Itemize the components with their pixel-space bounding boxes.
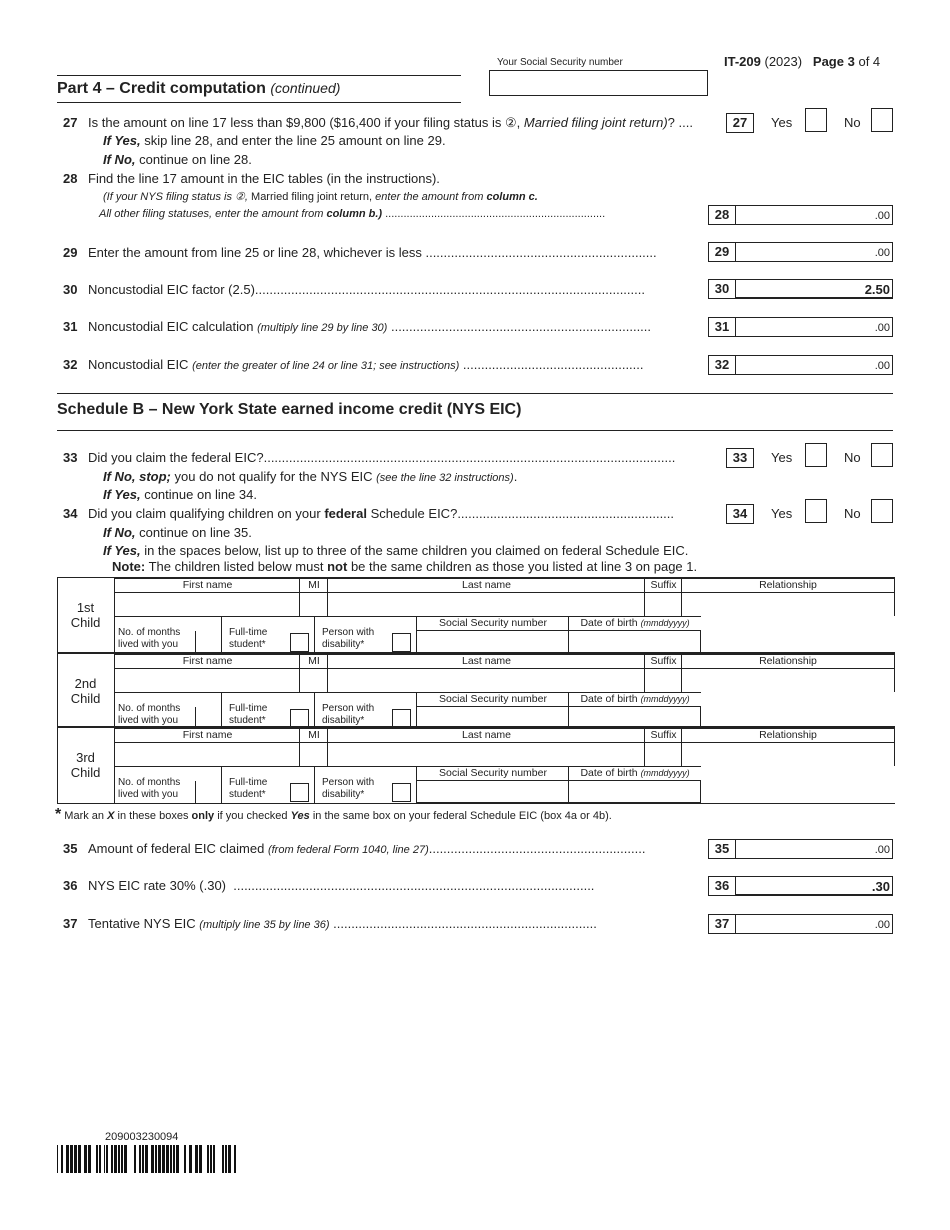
- line-34-yes-checkbox[interactable]: [805, 499, 827, 523]
- line-number: 29: [63, 245, 78, 260]
- child-label: [58, 676, 113, 706]
- child-label: [58, 750, 113, 780]
- line-27-yes-checkbox[interactable]: [805, 108, 827, 132]
- form-title: IT-209 (2023) Page 3 of 4: [724, 54, 881, 69]
- line-27-no-checkbox[interactable]: [871, 108, 893, 132]
- line-36-box-number: 36: [708, 876, 736, 896]
- line-35-box-number: 35: [708, 839, 736, 859]
- barcode-bar: [70, 1145, 73, 1173]
- yes-label: Yes: [771, 115, 793, 130]
- months-field[interactable]: [114, 692, 222, 729]
- barcode-bar: [213, 1145, 215, 1173]
- line-34-box-number: 34: [726, 504, 754, 524]
- line-29-text: Enter the amount from line 25 or line 28, whichever is less ................................................................: [88, 245, 657, 260]
- line-36-amount: .30: [735, 876, 893, 896]
- barcode-bar: [106, 1145, 108, 1173]
- last-name-input[interactable]: [327, 742, 645, 766]
- mi-header: MI: [299, 654, 328, 668]
- line-37-text: Tentative NYS EIC (multiply line 35 by line 36) .........................................................................: [88, 916, 597, 931]
- barcode-bar: [61, 1145, 63, 1173]
- last-name-header: Last name: [327, 728, 645, 742]
- footnote: * Mark an X in these boxes only if you checked Yes in the same box on your federal Schedule EIC (box 4a or 4b).: [55, 806, 612, 823]
- disability-label: Person with disability*: [322, 703, 375, 726]
- line-35-text: Amount of federal EIC claimed (from federal Form 1040, line 27)............................................................: [88, 841, 646, 856]
- ssn-input[interactable]: [489, 70, 708, 96]
- last-name-input[interactable]: [327, 668, 645, 692]
- last-name-header: Last name: [327, 654, 645, 668]
- line-33-yes-checkbox[interactable]: [805, 443, 827, 467]
- line-number: 27: [63, 115, 78, 130]
- line-28-sub2: All other filing statuses, enter the amount from column b.) ........................................................................: [99, 208, 606, 220]
- barcode-bar: [118, 1145, 120, 1173]
- line-28-amount[interactable]: .00: [735, 205, 893, 225]
- child-word: Child: [70, 765, 101, 780]
- line-33-no-checkbox[interactable]: [871, 443, 893, 467]
- dob-header: Date of birth (mmddyyyy): [568, 766, 701, 780]
- disability-checkbox[interactable]: [392, 783, 411, 802]
- line-31-text: Noncustodial EIC calculation (multiply line 29 by line 30) ........................................................................: [88, 319, 652, 334]
- line-34-text: Did you claim qualifying children on your federal Schedule EIC?............................................................: [88, 506, 675, 521]
- line-34-instruction-yes: If Yes, in the spaces below, list up to three of the same children you claimed on federal Schedule EIC.: [103, 543, 689, 558]
- ssn-header: Social Security number: [416, 766, 569, 780]
- line-27-instruction-yes: If Yes, skip line 28, and enter the line 25 amount on line 29.: [103, 133, 446, 148]
- barcode-bar: [99, 1145, 101, 1173]
- divider: [57, 102, 461, 103]
- barcode-bar: [173, 1145, 175, 1173]
- line-32-amount[interactable]: .00: [735, 355, 893, 375]
- barcode-bar: [195, 1145, 198, 1173]
- barcode-bar: [210, 1145, 212, 1173]
- barcode-bar: [142, 1145, 144, 1173]
- line-36-text: NYS EIC rate 30% (.30) ....................................................................................................: [88, 878, 595, 893]
- barcode-bar: [234, 1145, 236, 1173]
- mi-input[interactable]: [299, 742, 328, 766]
- line-33-instruction-no: If No, stop; you do not qualify for the NYS EIC (see the line 32 instructions).: [103, 469, 518, 484]
- line-32-box-number: 32: [708, 355, 736, 375]
- suffix-header: Suffix: [644, 654, 682, 668]
- barcode-bar: [228, 1145, 231, 1173]
- line-27-box-number: 27: [726, 113, 754, 133]
- divider: [57, 75, 461, 76]
- full-time-label: Full-time student*: [229, 777, 268, 800]
- line-29-amount[interactable]: .00: [735, 242, 893, 262]
- line-34-no-checkbox[interactable]: [871, 499, 893, 523]
- first-name-header: First name: [114, 728, 300, 742]
- barcode-bar: [84, 1145, 87, 1173]
- line-30-box-number: 30: [708, 279, 736, 299]
- mi-header: MI: [299, 728, 328, 742]
- line-31-amount[interactable]: .00: [735, 317, 893, 337]
- mi-header: MI: [299, 578, 328, 592]
- barcode-bar: [66, 1145, 69, 1173]
- line-27-instruction-no: If No, continue on line 28.: [103, 152, 252, 167]
- barcode-bar: [199, 1145, 202, 1173]
- barcode-bar: [170, 1145, 172, 1173]
- barcode-number: 209003230094: [105, 1131, 179, 1143]
- yes-label: Yes: [771, 506, 793, 521]
- ssn-input[interactable]: [416, 630, 569, 653]
- child-block: [57, 652, 895, 729]
- child-ordinal: 2nd: [74, 676, 97, 691]
- last-name-header: Last name: [327, 578, 645, 592]
- barcode-bar: [158, 1145, 161, 1173]
- line-28-sub1: (If your NYS filing status is ②, Married filing joint return, enter the amount from column c.: [103, 191, 538, 203]
- barcode-bar: [184, 1145, 186, 1173]
- line-33-instruction-yes: If Yes, continue on line 34.: [103, 487, 257, 502]
- last-name-input[interactable]: [327, 592, 645, 616]
- line-number: 37: [63, 916, 78, 931]
- full-time-label: Full-time student*: [229, 703, 268, 726]
- child-block: [57, 726, 895, 804]
- ssn-input[interactable]: [416, 780, 569, 803]
- months-label: No. of months lived with you: [118, 627, 181, 650]
- no-label: No: [844, 450, 861, 465]
- dob-input[interactable]: [568, 630, 701, 653]
- barcode-bar: [104, 1145, 105, 1173]
- line-34-instruction-no: If No, continue on line 35.: [103, 525, 252, 540]
- first-name-input[interactable]: [114, 742, 300, 766]
- disability-label: Person with disability*: [322, 627, 375, 650]
- no-label: No: [844, 506, 861, 521]
- barcode-bar: [74, 1145, 77, 1173]
- barcode-bar: [78, 1145, 81, 1173]
- line-32-text: Noncustodial EIC (enter the greater of line 24 or line 31; see instructions) ..................................................: [88, 357, 644, 372]
- line-33-box-number: 33: [726, 448, 754, 468]
- line-number: 33: [63, 450, 78, 465]
- line-35-amount[interactable]: .00: [735, 839, 893, 859]
- months-field[interactable]: [114, 766, 222, 803]
- dob-header: Date of birth (mmddyyyy): [568, 692, 701, 706]
- barcode-bar: [225, 1145, 227, 1173]
- dob-header: Date of birth (mmddyyyy): [568, 616, 701, 630]
- child-word: Child: [70, 615, 101, 630]
- first-name-header: First name: [114, 654, 300, 668]
- line-number: 36: [63, 878, 78, 893]
- barcode-bar: [166, 1145, 169, 1173]
- disability-field: [314, 616, 417, 653]
- mi-input[interactable]: [299, 592, 328, 616]
- suffix-header: Suffix: [644, 578, 682, 592]
- first-name-input[interactable]: [114, 668, 300, 692]
- line-33-text: Did you claim the federal EIC?..................................................................................................................: [88, 450, 676, 465]
- line-number: 31: [63, 319, 78, 334]
- barcode-bar: [114, 1145, 117, 1173]
- divider: [57, 393, 893, 394]
- months-label: No. of months lived with you: [118, 777, 181, 800]
- full-time-student-checkbox[interactable]: [290, 783, 309, 802]
- suffix-input[interactable]: [644, 668, 682, 692]
- barcode-bar: [207, 1145, 209, 1173]
- suffix-header: Suffix: [644, 728, 682, 742]
- line-number: 32: [63, 357, 78, 372]
- disability-field: [314, 692, 417, 729]
- barcode-bar: [124, 1145, 127, 1173]
- dob-input[interactable]: [568, 780, 701, 803]
- barcode-bar: [121, 1145, 123, 1173]
- relationship-input[interactable]: [681, 592, 895, 616]
- line-37-amount[interactable]: .00: [735, 914, 893, 934]
- child-word: Child: [70, 691, 101, 706]
- disability-checkbox[interactable]: [392, 633, 411, 652]
- barcode-bar: [155, 1145, 157, 1173]
- schedule-b-title: Schedule B – New York State earned income credit (NYS EIC): [57, 401, 522, 418]
- line-28-text: Find the line 17 amount in the EIC tables (in the instructions).: [88, 171, 440, 186]
- child-ordinal: 1st: [76, 600, 95, 615]
- barcode-bar: [96, 1145, 98, 1173]
- line-29-box-number: 29: [708, 242, 736, 262]
- disability-field: [314, 766, 417, 803]
- line-number: 30: [63, 282, 78, 297]
- barcode-bar: [145, 1145, 148, 1173]
- full-time-student-field: [221, 616, 315, 653]
- first-name-header: First name: [114, 578, 300, 592]
- child-ordinal: 3rd: [76, 750, 95, 765]
- line-number: 28: [63, 171, 78, 186]
- barcode-bar: [222, 1145, 224, 1173]
- line-31-box-number: 31: [708, 317, 736, 337]
- line-27-text: Is the amount on line 17 less than $9,800 ($16,400 if your filing status is ②, Married filing joint return)? ....: [88, 115, 693, 130]
- line-30-text: Noncustodial EIC factor (2.5)............................................................................................................: [88, 282, 645, 297]
- disability-label: Person with disability*: [322, 777, 375, 800]
- barcode-bar: [189, 1145, 192, 1173]
- suffix-input[interactable]: [644, 742, 682, 766]
- suffix-input[interactable]: [644, 592, 682, 616]
- relationship-input[interactable]: [681, 742, 895, 766]
- barcode-bar: [151, 1145, 154, 1173]
- relationship-input[interactable]: [681, 668, 895, 692]
- relationship-header: Relationship: [681, 728, 895, 742]
- ssn-header: Social Security number: [416, 692, 569, 706]
- line-number: 34: [63, 506, 78, 521]
- full-time-student-checkbox[interactable]: [290, 633, 309, 652]
- divider: [57, 430, 893, 431]
- line-28-box-number: 28: [708, 205, 736, 225]
- ssn-header: Social Security number: [416, 616, 569, 630]
- barcode-bar: [162, 1145, 165, 1173]
- full-time-label: Full-time student*: [229, 627, 268, 650]
- no-label: No: [844, 115, 861, 130]
- mi-input[interactable]: [299, 668, 328, 692]
- relationship-header: Relationship: [681, 578, 895, 592]
- relationship-header: Relationship: [681, 654, 895, 668]
- line-37-box-number: 37: [708, 914, 736, 934]
- barcode-image: [57, 1145, 239, 1173]
- barcode-bar: [88, 1145, 91, 1173]
- barcode-bar: [111, 1145, 113, 1173]
- line-30-amount: 2.50: [735, 279, 893, 299]
- barcode-bar: [134, 1145, 136, 1173]
- ssn-label: Your Social Security number: [497, 57, 623, 68]
- barcode-bar: [139, 1145, 141, 1173]
- line-34-note: Note: The children listed below must not be the same children as those you listed at line 3 on page 1.: [112, 559, 698, 574]
- months-field[interactable]: [114, 616, 222, 653]
- yes-label: Yes: [771, 450, 793, 465]
- child-block: [57, 577, 895, 653]
- barcode-bar: [57, 1145, 58, 1173]
- part4-title: Part 4 – Credit computation (continued): [57, 80, 341, 97]
- months-label: No. of months lived with you: [118, 703, 181, 726]
- barcode-bar: [176, 1145, 179, 1173]
- first-name-input[interactable]: [114, 592, 300, 616]
- full-time-student-field: [221, 692, 315, 729]
- full-time-student-field: [221, 766, 315, 803]
- child-label: [58, 600, 113, 630]
- line-number: 35: [63, 841, 78, 856]
